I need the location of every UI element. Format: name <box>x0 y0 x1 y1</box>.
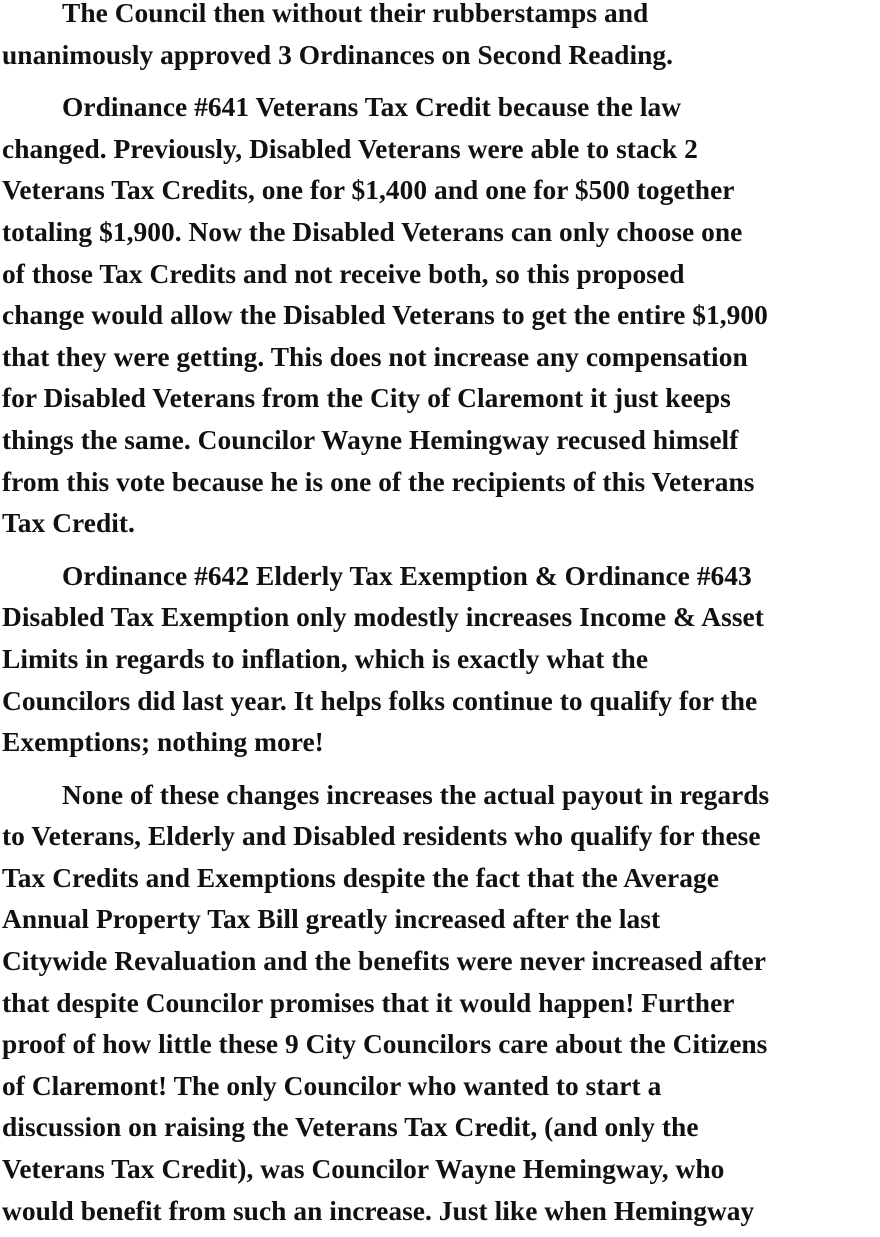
text-line: Veterans Tax Credits, one for $1,400 and one for $500 together <box>2 175 735 206</box>
paragraph-4 <box>2 775 880 1233</box>
text-line: Veterans Tax Credit), was Councilor Wayne Hemingway, who <box>2 1154 725 1185</box>
text-line: would benefit from such an increase. Just like when Hemingway <box>2 1195 755 1226</box>
text-line: Citywide Revaluation and the benefits were never increased after <box>2 946 766 977</box>
text-line: The Council then without their rubberstamps and <box>62 0 649 28</box>
paragraph-2 <box>2 87 880 545</box>
text-line: discussion on raising the Veterans Tax Credit, (and only the <box>2 1112 699 1143</box>
text-line: of Claremont! The only Councilor who wanted to start a <box>2 1070 662 1101</box>
text-line: Disabled Tax Exemption only modestly increases Income & Asset <box>2 602 764 633</box>
text-line: that despite Councilor promises that it would happen! Further <box>2 987 735 1018</box>
text-line: from this vote because he is one of the recipients of this Veterans <box>2 466 755 497</box>
text-line: Ordinance #641 Veterans Tax Credit because the law <box>62 92 682 123</box>
text-line: None of these changes increases the actual payout in regards <box>62 779 770 810</box>
text-line: Tax Credit. <box>2 508 135 539</box>
text-line: of those Tax Credits and not receive both, so this proposed <box>2 258 685 289</box>
text-line: proof of how little these 9 City Councilors care about the Citizens <box>2 1029 768 1060</box>
text-line: Annual Property Tax Bill greatly increased after the last <box>2 904 661 935</box>
text-line: to Veterans, Elderly and Disabled residents who qualify for these <box>2 821 761 852</box>
text-line: things the same. Councilor Wayne Hemingway recused himself <box>2 424 739 455</box>
paragraph-spacer <box>2 545 880 556</box>
text-line: changed. Previously, Disabled Veterans were able to stack 2 <box>2 133 698 164</box>
text-line: Limits in regards to inflation, which is exactly what the <box>2 643 649 674</box>
text-line: Tax Credits and Exemptions despite the fact that the Average <box>2 862 719 893</box>
paragraph-spacer <box>2 764 880 775</box>
document-body <box>2 0 880 1232</box>
paragraph-3 <box>2 556 880 764</box>
text-line: that they were getting. This does not increase any compensation <box>2 341 748 372</box>
text-line: Exemptions; nothing more! <box>2 727 324 758</box>
text-line: for Disabled Veterans from the City of Claremont it just keeps <box>2 383 731 414</box>
text-line: change would allow the Disabled Veterans to get the entire $1,900 <box>2 300 768 331</box>
paragraph-1 <box>2 0 880 76</box>
text-line: Councilors did last year. It helps folks continue to qualify for the <box>2 685 758 716</box>
paragraph-spacer <box>2 76 880 87</box>
text-line: Ordinance #642 Elderly Tax Exemption & Ordinance #643 <box>62 560 752 591</box>
text-line: unanimously approved 3 Ordinances on Second Reading. <box>2 39 674 70</box>
text-line: totaling $1,900. Now the Disabled Veterans can only choose one <box>2 216 743 247</box>
